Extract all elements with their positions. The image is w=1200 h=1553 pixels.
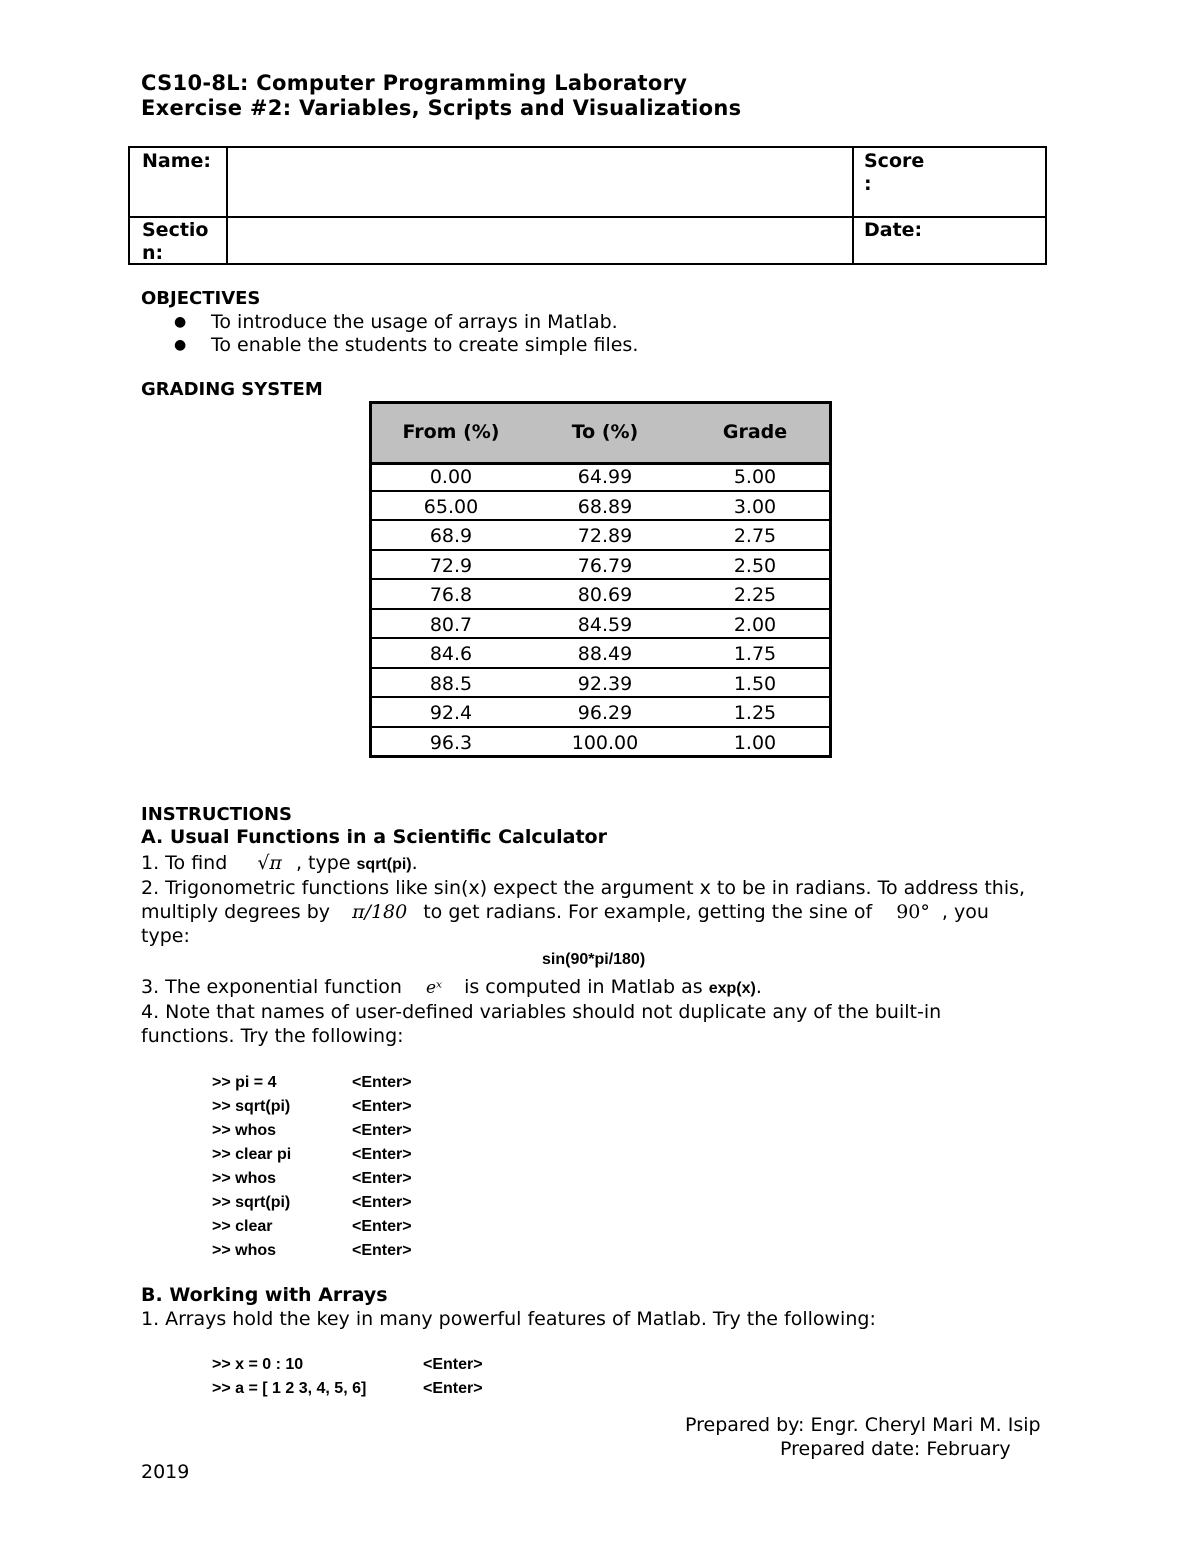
command-text: >> sqrt(pi) (212, 1194, 291, 1211)
instruction-a1: 1. To find √π , type sqrt(pi). (141, 852, 418, 874)
to-cell: 64.99 (577, 466, 633, 488)
to-cell: 80.69 (577, 584, 633, 606)
to-cell: 96.29 (577, 702, 633, 724)
command-text: >> a = [ 1 2 3, 4, 5, 6] (212, 1380, 367, 1397)
from-cell: 72.9 (429, 554, 473, 577)
header-to: To (%) (571, 421, 639, 443)
command-text: >> clear (212, 1218, 273, 1235)
header-from: From (%) (402, 421, 500, 443)
command-text: >> whos (212, 1170, 277, 1187)
a3-text: 3. The exponential function (141, 976, 402, 998)
instruction-a2-line1: 2. Trigonometric functions like sin(x) expect the argument x to be in radians. To address this, (141, 877, 1026, 899)
grade-cell: 2.00 (733, 613, 777, 636)
grading-table-row (372, 492, 829, 522)
sqrt-pi-formula: √π (257, 852, 282, 874)
grade-cell: 2.75 (733, 525, 777, 547)
enter-key-text: <Enter> (352, 1170, 412, 1187)
to-cell: 76.79 (577, 554, 633, 577)
grade-cell: 1.00 (733, 731, 777, 754)
bullet-icon: ● (174, 337, 187, 353)
grade-cell: 2.25 (733, 584, 777, 606)
enter-key-text: <Enter> (352, 1098, 412, 1115)
exp-formula: eˣ (425, 978, 443, 998)
name-label: Name: (142, 150, 212, 172)
section-b-heading: B. Working with Arrays (141, 1284, 388, 1306)
section-label (142, 219, 208, 265)
grade-cell: 3.00 (733, 495, 777, 518)
from-cell: 88.5 (429, 672, 473, 695)
section-label-line1: Sectio (142, 219, 209, 241)
to-cell: 100.00 (571, 731, 639, 754)
from-cell: 80.7 (429, 613, 473, 636)
from-cell: 68.9 (429, 525, 473, 547)
pi-over-180-formula: π/180 (352, 901, 408, 923)
from-cell: 96.3 (429, 731, 473, 754)
command-text: >> clear pi (212, 1146, 292, 1163)
section-label-line2: n: (142, 242, 164, 264)
grading-table-row (372, 580, 829, 610)
enter-key-text: <Enter> (352, 1242, 412, 1259)
exercise-title: Exercise #2: Variables, Scripts and Visualizations (141, 96, 742, 120)
objective-item: To enable the students to create simple files. (211, 334, 639, 356)
instructions-heading: INSTRUCTIONS (141, 804, 292, 825)
score-label (864, 150, 924, 196)
grading-table-row (372, 521, 829, 551)
from-cell: 65.00 (423, 495, 479, 518)
grading-table-row (372, 698, 829, 728)
grading-heading: GRADING SYSTEM (141, 379, 323, 400)
enter-key-text: <Enter> (352, 1074, 412, 1091)
a2-mid-text: to get radians. For example, getting the sine of (423, 901, 873, 923)
from-cell: 0.00 (429, 466, 473, 488)
ninety-degrees-formula: 90° (896, 901, 930, 923)
from-cell: 76.8 (429, 584, 473, 606)
grading-table-row (372, 669, 829, 699)
to-cell: 68.89 (577, 495, 633, 518)
grading-table-row (372, 728, 829, 758)
grading-table-row (372, 639, 829, 669)
enter-key-text: <Enter> (423, 1356, 483, 1373)
command-text: >> x = 0 : 10 (212, 1356, 304, 1373)
instruction-a4-line1: 4. Note that names of user-defined variables should not duplicate any of the built-in (141, 1001, 942, 1023)
to-cell: 88.49 (577, 643, 633, 665)
from-cell: 84.6 (429, 643, 473, 665)
grade-cell: 1.75 (733, 643, 777, 665)
instruction-a2-line2: multiply degrees by π/180 to get radians. For example, getting the sine of 90° , you (141, 901, 989, 923)
a3-mid-text: is computed in Matlab as (464, 976, 703, 998)
a2-text: multiply degrees by (141, 901, 331, 923)
course-title: CS10-8L: Computer Programming Laboratory (141, 71, 688, 95)
a1-code: sqrt(pi) (356, 856, 412, 873)
header-grade: Grade (722, 421, 788, 443)
to-cell: 72.89 (577, 525, 633, 547)
enter-key-text: <Enter> (352, 1194, 412, 1211)
bullet-icon: ● (174, 314, 187, 330)
sin-code: sin(90*pi/180) (542, 951, 646, 968)
a1-text: 1. To find (141, 852, 228, 874)
enter-key-text: <Enter> (423, 1380, 483, 1397)
grade-cell: 2.50 (733, 554, 777, 577)
grading-table-row (372, 551, 829, 581)
command-text: >> sqrt(pi) (212, 1098, 291, 1115)
command-text: >> whos (212, 1242, 277, 1259)
prepared-by: Prepared by: Engr. Cheryl Mari M. Isip (685, 1414, 1041, 1436)
section-a-heading: A. Usual Functions in a Scientific Calculator (141, 826, 607, 848)
enter-key-text: <Enter> (352, 1218, 412, 1235)
grading-table (369, 401, 832, 758)
grading-table-header (372, 404, 829, 465)
instruction-a2-line3: type: (141, 925, 190, 947)
instruction-a4-line2: functions. Try the following: (141, 1025, 404, 1047)
year: 2019 (141, 1461, 190, 1483)
grade-cell: 5.00 (733, 466, 777, 488)
from-cell: 92.4 (429, 702, 473, 724)
grade-cell: 1.50 (733, 672, 777, 695)
score-label-line2: : (864, 173, 872, 195)
date-label: Date: (864, 219, 923, 241)
score-label-line1: Score (864, 150, 925, 172)
grading-table-row (372, 610, 829, 640)
instruction-b1: 1. Arrays hold the key in many powerful features of Matlab. Try the following: (141, 1308, 876, 1330)
enter-key-text: <Enter> (352, 1122, 412, 1139)
command-text: >> pi = 4 (212, 1074, 277, 1091)
prepared-date: Prepared date: February (780, 1438, 1011, 1460)
a1-mid-text: , type (295, 852, 351, 874)
to-cell: 84.59 (577, 613, 633, 636)
objectives-heading: OBJECTIVES (141, 288, 261, 309)
enter-key-text: <Enter> (352, 1146, 412, 1163)
command-text: >> whos (212, 1122, 277, 1139)
instruction-a3: 3. The exponential function eˣ is computed in Matlab as exp(x). (141, 976, 762, 998)
grade-cell: 1.25 (733, 702, 777, 724)
grading-table-row (372, 462, 829, 492)
objective-item: To introduce the usage of arrays in Matlab. (211, 311, 618, 333)
a3-code: exp(x) (708, 980, 756, 997)
student-info-table (128, 146, 1047, 265)
to-cell: 92.39 (577, 672, 633, 695)
